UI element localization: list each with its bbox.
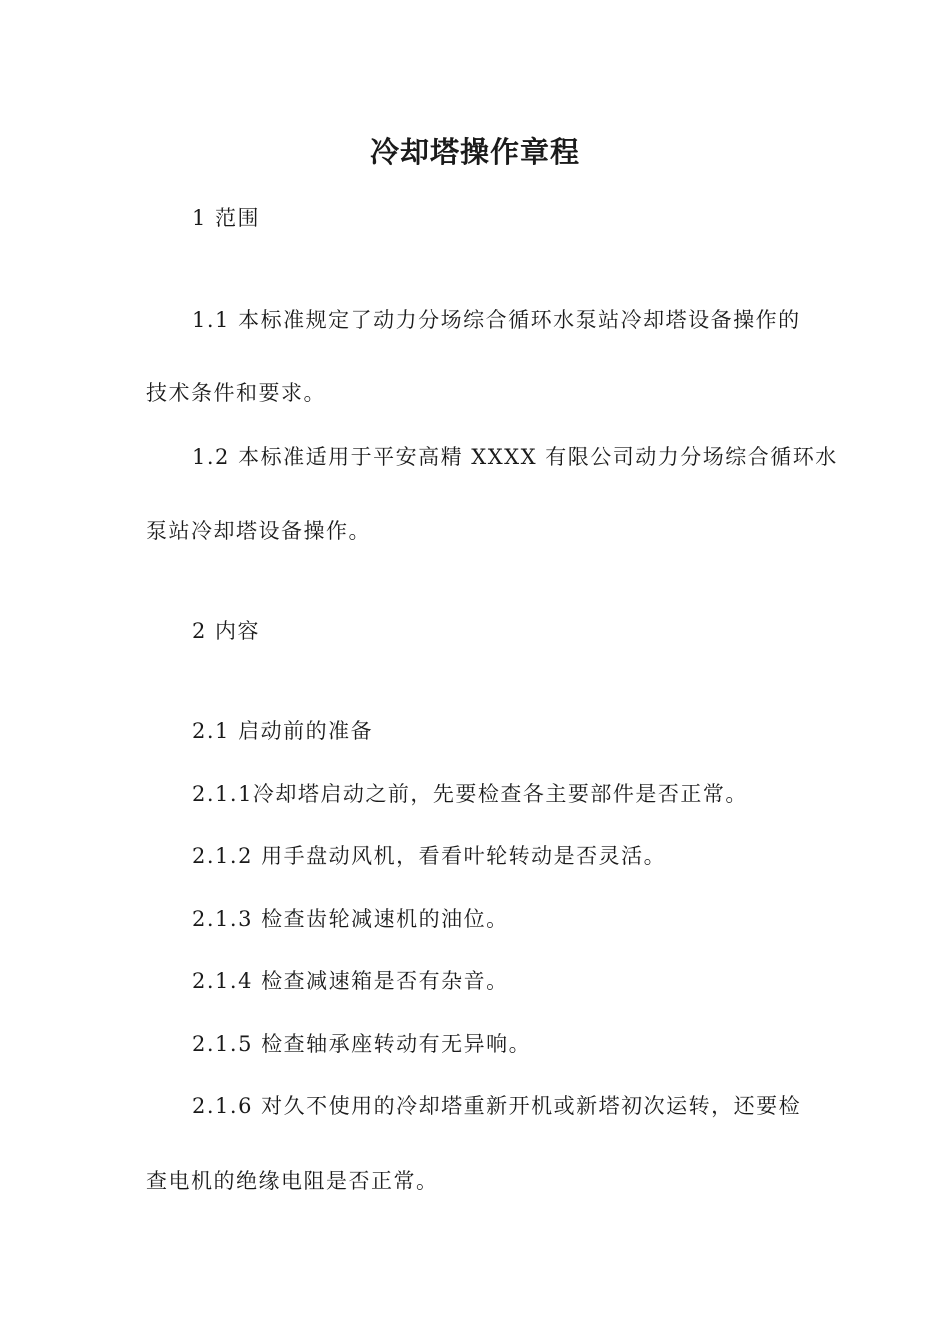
item-2-1-4: 2.1.4 检查减速箱是否有杂音。	[192, 969, 509, 993]
document-title: 冷却塔操作章程	[369, 135, 580, 169]
item-2-1-5: 2.1.5 检查轴承座转动有无异响。	[192, 1032, 532, 1056]
item-2-1-3: 2.1.3 检查齿轮减速机的油位。	[192, 907, 509, 931]
paragraph-1-1-line-1: 1.1 本标准规定了动力分场综合循环水泵站冷却塔设备操作的	[192, 308, 801, 332]
item-2-1-6-line-2: 查电机的绝缘电阻是否正常。	[146, 1169, 439, 1193]
paragraph-1-2-line-1: 1.2 本标准适用于平安高精 XXXX 有限公司动力分场综合循环水	[192, 445, 838, 469]
subsection-heading-preparation: 2.1 启动前的准备	[192, 719, 374, 743]
section-heading-content: 2 内容	[192, 619, 261, 643]
item-2-1-2: 2.1.2 用手盘动风机，看看叶轮转动是否灵活。	[192, 844, 667, 868]
paragraph-1-2-line-2: 泵站冷却塔设备操作。	[146, 519, 371, 543]
paragraph-1-1-line-2: 技术条件和要求。	[146, 381, 326, 405]
section-heading-scope: 1 范围	[192, 206, 261, 230]
item-2-1-6-line-1: 2.1.6 对久不使用的冷却塔重新开机或新塔初次运转，还要检	[192, 1094, 802, 1118]
item-2-1-1: 2.1.1冷却塔启动之前，先要检查各主要部件是否正常。	[192, 782, 748, 806]
